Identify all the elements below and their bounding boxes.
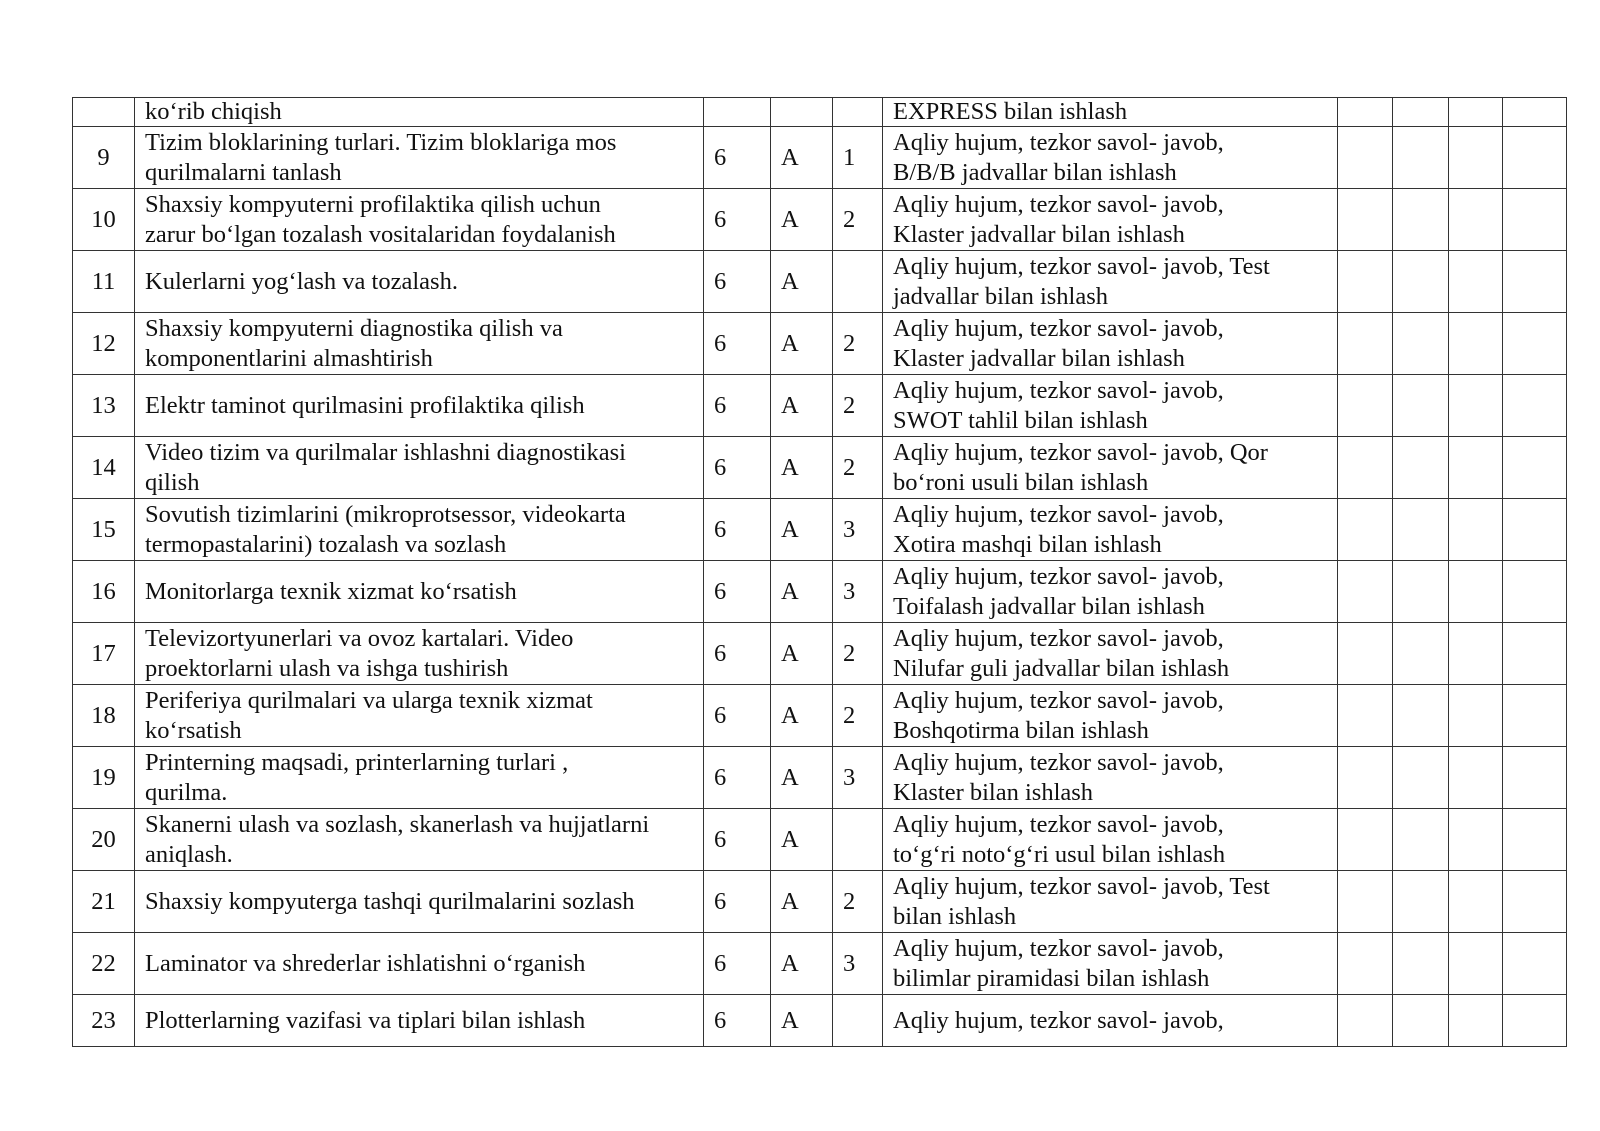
topic-cell-line: Shaxsiy kompyuterni diagnostika qilish va [145,314,563,342]
method-cell-line: Aqliy hujum, tezkor savol- javob, [893,314,1224,342]
empty-cell [1503,98,1567,127]
empty-cell [1449,561,1503,623]
level-cell: A [771,685,833,747]
level-cell: A [771,995,833,1047]
method-cell-line: Aqliy hujum, tezkor savol- javob, [893,128,1224,156]
hours-cell: 6 [704,871,771,933]
method-cell-line: Klaster jadvallar bilan ishlash [893,220,1185,248]
row-number-cell: 23 [73,995,135,1047]
level-cell: A [771,933,833,995]
method-cell-line: Aqliy hujum, tezkor savol- javob, Test [893,872,1270,900]
empty-cell [1393,127,1449,189]
level-cell: A [771,809,833,871]
empty-cell [1393,499,1449,561]
method-cell-line: Aqliy hujum, tezkor savol- javob, [893,500,1224,528]
table-row [73,189,1567,251]
row-number-cell: 12 [73,313,135,375]
method-cell [883,189,1338,251]
empty-cell [1338,933,1393,995]
table-row [73,623,1567,685]
hours-cell: 6 [704,809,771,871]
topic-cell [135,375,704,437]
topic-cell [135,127,704,189]
level-cell: A [771,747,833,809]
topic-cell-line: Laminator va shrederlar ishlatishni o‘rganish [145,949,586,977]
row-number-cell: 15 [73,499,135,561]
empty-cell [1338,747,1393,809]
table-row [73,313,1567,375]
empty-cell [1338,189,1393,251]
method-cell-line: Aqliy hujum, tezkor savol- javob, [893,934,1224,962]
row-number-cell: 22 [73,933,135,995]
method-cell-line: Aqliy hujum, tezkor savol- javob, [893,748,1224,776]
method-cell [883,995,1338,1047]
grade-cell: 2 [833,871,883,933]
empty-cell [1338,251,1393,313]
method-cell-line: SWOT tahlil bilan ishlash [893,406,1148,434]
topic-cell-line: Kulerlarni yog‘lash va tozalash. [145,267,458,295]
empty-cell [1393,747,1449,809]
row-number-cell: 20 [73,809,135,871]
method-cell-line: B/B/B jadvallar bilan ishlash [893,158,1177,186]
topic-cell-line: Monitorlarga texnik xizmat ko‘rsatish [145,577,517,605]
hours-cell: 6 [704,747,771,809]
empty-cell [1449,685,1503,747]
empty-cell [1449,375,1503,437]
hours-cell: 6 [704,127,771,189]
empty-cell [1393,623,1449,685]
empty-cell [1503,995,1567,1047]
hours-cell [704,98,771,127]
table-row [73,933,1567,995]
level-cell: A [771,375,833,437]
empty-cell [1503,189,1567,251]
method-cell-line: Boshqotirma bilan ishlash [893,716,1149,744]
table-row [73,561,1567,623]
topic-cell-line: Tizim bloklarining turlari. Tizim bloklariga mos [145,128,617,156]
grade-cell: 2 [833,623,883,685]
empty-cell [1449,189,1503,251]
method-cell-line: Aqliy hujum, tezkor savol- javob, [893,562,1224,590]
empty-cell [1449,313,1503,375]
method-cell [883,871,1338,933]
topic-cell [135,623,704,685]
row-number-cell: 14 [73,437,135,499]
table-row [73,251,1567,313]
topic-cell-line: Video tizim va qurilmalar ishlashni diagnostikasi [145,438,626,466]
empty-cell [1338,995,1393,1047]
topic-cell [135,809,704,871]
level-cell: A [771,871,833,933]
level-cell: A [771,313,833,375]
topic-cell [135,189,704,251]
empty-cell [1338,809,1393,871]
topic-cell [135,995,704,1047]
empty-cell [1338,375,1393,437]
topic-cell [135,871,704,933]
topic-cell-line: qilish [145,468,200,496]
method-cell-line: Nilufar guli jadvallar bilan ishlash [893,654,1230,682]
grade-cell [833,98,883,127]
topic-cell-line: Printerning maqsadi, printerlarning turlari , [145,748,569,776]
topic-cell-line: Skanerni ulash va sozlash, skanerlash va hujjatlarni [145,810,650,838]
method-cell-line: Klaster jadvallar bilan ishlash [893,344,1185,372]
row-number-cell: 17 [73,623,135,685]
topic-cell-line: Sovutish tizimlarini (mikroprotsessor, videokarta [145,500,626,528]
empty-cell [1393,98,1449,127]
empty-cell [1503,623,1567,685]
grade-cell: 2 [833,375,883,437]
hours-cell: 6 [704,933,771,995]
empty-cell [1393,375,1449,437]
topic-cell [135,499,704,561]
method-cell [883,561,1338,623]
hours-cell: 6 [704,437,771,499]
empty-cell [1449,437,1503,499]
empty-cell [1503,313,1567,375]
method-cell-line: Aqliy hujum, tezkor savol- javob, [893,624,1224,652]
table-row [73,127,1567,189]
method-cell-line: Aqliy hujum, tezkor savol- javob, [893,190,1224,218]
empty-cell [1393,313,1449,375]
method-cell-line: Aqliy hujum, tezkor savol- javob, [893,686,1224,714]
topic-cell [135,685,704,747]
empty-cell [1393,871,1449,933]
method-cell-line: Toifalash jadvallar bilan ishlash [893,592,1205,620]
method-cell-line: Xotira mashqi bilan ishlash [893,530,1162,558]
grade-cell: 3 [833,933,883,995]
topic-cell-line: qurilmalarni tanlash [145,158,342,186]
grade-cell: 2 [833,685,883,747]
level-cell: A [771,437,833,499]
table-row [73,437,1567,499]
topic-cell-line: aniqlash. [145,840,233,868]
grade-cell: 2 [833,313,883,375]
empty-cell [1449,747,1503,809]
method-cell-line: Klaster bilan ishlash [893,778,1094,806]
empty-cell [1503,437,1567,499]
empty-cell [1449,623,1503,685]
empty-cell [1503,809,1567,871]
topic-cell-line: Shaxsiy kompyuterga tashqi qurilmalarini sozlash [145,887,635,915]
method-cell-line: to‘g‘ri noto‘g‘ri usul bilan ishlash [893,840,1226,868]
table-row [73,499,1567,561]
topic-cell-line: Elektr taminot qurilmasini profilaktika qilish [145,391,585,419]
row-number-cell [73,98,135,127]
grade-cell [833,995,883,1047]
table-row [73,375,1567,437]
table-row [73,809,1567,871]
hours-cell: 6 [704,561,771,623]
table-row [73,98,1567,127]
empty-cell [1503,375,1567,437]
empty-cell [1503,499,1567,561]
hours-cell: 6 [704,499,771,561]
table-row [73,685,1567,747]
hours-cell: 6 [704,623,771,685]
topic-cell [135,437,704,499]
method-cell [883,127,1338,189]
method-cell-line: Aqliy hujum, tezkor savol- javob, [893,810,1224,838]
grade-cell: 3 [833,561,883,623]
level-cell: A [771,251,833,313]
table-row [73,871,1567,933]
empty-cell [1393,561,1449,623]
row-number-cell: 9 [73,127,135,189]
hours-cell: 6 [704,313,771,375]
empty-cell [1449,809,1503,871]
empty-cell [1338,685,1393,747]
grade-cell [833,809,883,871]
method-cell [883,933,1338,995]
hours-cell: 6 [704,685,771,747]
method-cell [883,685,1338,747]
empty-cell [1449,933,1503,995]
empty-cell [1449,251,1503,313]
method-cell-line: jadvallar bilan ishlash [893,282,1108,310]
empty-cell [1338,437,1393,499]
hours-cell: 6 [704,995,771,1047]
empty-cell [1503,127,1567,189]
empty-cell [1449,871,1503,933]
topic-cell-line: komponentlarini almashtirish [145,344,433,372]
grade-cell: 2 [833,189,883,251]
empty-cell [1393,809,1449,871]
topic-cell-line: zarur bo‘lgan tozalash vositalaridan foydalanish [145,220,616,248]
method-cell [883,375,1338,437]
empty-cell [1393,933,1449,995]
hours-cell: 6 [704,251,771,313]
empty-cell [1393,251,1449,313]
method-cell [883,499,1338,561]
grade-cell: 2 [833,437,883,499]
table-row [73,995,1567,1047]
method-cell [883,313,1338,375]
empty-cell [1338,127,1393,189]
level-cell: A [771,189,833,251]
method-cell [883,623,1338,685]
row-number-cell: 18 [73,685,135,747]
method-cell-line: bilimlar piramidasi bilan ishlash [893,964,1210,992]
method-cell-line: bo‘roni usuli bilan ishlash [893,468,1149,496]
topic-cell-line: termopastalarini) tozalash va sozlash [145,530,507,558]
level-cell: A [771,499,833,561]
method-cell-line: Aqliy hujum, tezkor savol- javob, [893,376,1224,404]
empty-cell [1338,98,1393,127]
empty-cell [1393,995,1449,1047]
method-cell-line: Aqliy hujum, tezkor savol- javob, [893,1006,1224,1034]
hours-cell: 6 [704,375,771,437]
topic-cell-line: qurilma. [145,778,228,806]
level-cell: A [771,127,833,189]
topic-cell-line: Periferiya qurilmalari va ularga texnik xizmat [145,686,593,714]
topic-cell-line: Shaxsiy kompyuterni profilaktika qilish uchun [145,190,601,218]
empty-cell [1449,499,1503,561]
method-cell-line: Aqliy hujum, tezkor savol- javob, Qor [893,438,1268,466]
empty-cell [1338,623,1393,685]
method-cell-line: Aqliy hujum, tezkor savol- javob, Test [893,252,1270,280]
topic-cell: ko‘rib chiqish [135,98,704,127]
empty-cell [1503,685,1567,747]
topic-cell [135,313,704,375]
level-cell: A [771,561,833,623]
grade-cell: 3 [833,747,883,809]
row-number-cell: 21 [73,871,135,933]
level-cell [771,98,833,127]
topic-cell-line: proektorlarni ulash va ishga tushirish [145,654,509,682]
topic-cell-line: Plotterlarning vazifasi va tiplari bilan ishlash [145,1006,586,1034]
method-cell [883,809,1338,871]
empty-cell [1393,437,1449,499]
topic-cell [135,933,704,995]
empty-cell [1503,561,1567,623]
empty-cell [1503,251,1567,313]
topic-cell-line: Televizortyunerlari va ovoz kartalari. Video [145,624,574,652]
method-cell: EXPRESS bilan ishlash [883,98,1338,127]
topic-cell-line: ko‘rsatish [145,716,242,744]
empty-cell [1338,313,1393,375]
method-cell-line: bilan ishlash [893,902,1017,930]
method-cell [883,251,1338,313]
empty-cell [1338,561,1393,623]
topic-cell [135,747,704,809]
table-row [73,747,1567,809]
row-number-cell: 10 [73,189,135,251]
empty-cell [1393,685,1449,747]
empty-cell [1393,189,1449,251]
empty-cell [1449,127,1503,189]
empty-cell [1503,933,1567,995]
method-cell [883,747,1338,809]
grade-cell: 3 [833,499,883,561]
empty-cell [1338,499,1393,561]
lesson-plan-table [72,97,1567,1047]
topic-cell [135,251,704,313]
empty-cell [1338,871,1393,933]
method-cell [883,437,1338,499]
empty-cell [1503,747,1567,809]
row-number-cell: 19 [73,747,135,809]
empty-cell [1503,871,1567,933]
row-number-cell: 16 [73,561,135,623]
empty-cell [1449,995,1503,1047]
level-cell: A [771,623,833,685]
hours-cell: 6 [704,189,771,251]
row-number-cell: 11 [73,251,135,313]
topic-cell [135,561,704,623]
row-number-cell: 13 [73,375,135,437]
grade-cell: 1 [833,127,883,189]
grade-cell [833,251,883,313]
empty-cell [1449,98,1503,127]
